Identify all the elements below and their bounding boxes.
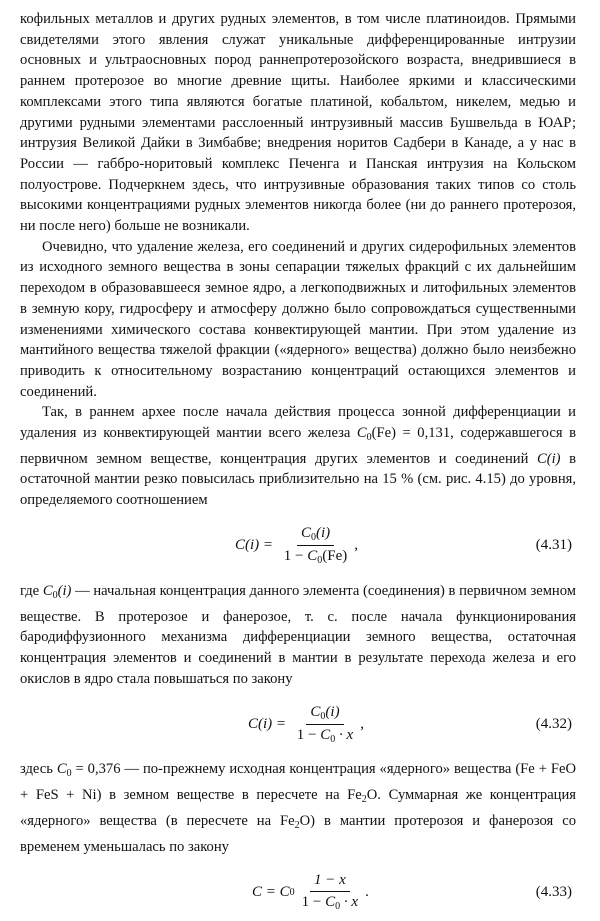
formula-4-32: C(i) = $\frac{C_0(i)}{1 - C_0 \cdot x}$ , (4.32) xyxy=(20,695,576,753)
paragraph-5: здесь $C_0 = 0,376$ — по-прежнему исходная концентрация «ядерного» вещества (Fe + FeO + FeS + Ni) в земном веществе в пересчете на $Fe_2O$. Суммарная же концентрация «ядерного» вещества (в пересчете на $Fe_2O$) в мантии протерозоя и фанерозоя со временем уменьшалась по закону xyxy=(20,761,577,855)
formula-number: (4.33) xyxy=(535,883,572,900)
paragraph-3: Так, в раннем архее после начала действия процесса зонной дифференциации и удаления из конвектирующей мантии всего железа $C_0(Fe) = 0,131$, содержавшегося в первичном земном веществе, концентрация других элементов и соединений C(i) в остаточной мантии резко повысилась приблизительно на 15 % (см. рис. 4.15) до уровня, определяемого соотношением xyxy=(20,404,576,509)
formula-number: (4.31) xyxy=(535,537,572,554)
formula-number: (4.32) xyxy=(535,715,572,732)
formula-4-31: C(i) = $\frac{C_0(i)}{1 - C_0(Fe)}$ , (4.31) xyxy=(20,517,576,575)
paragraph-1: кофильных металлов и других рудных элементов, в том числе платиноидов. Прямыми свидетелями этого явления служат уникальные дифференцированные интрузии основных и ультраосновных пород раннепротерозойского возраста, внедрившиеся в раннем протерозое во многие древние щиты. Наиболее яркими и классическими комплексами этого типа являются богатые платиной, кобальтом, никелем, медью и другими рудными элементами расслоенный интрузивный массив Бушвельда в ЮАР; интрузия Великой Дайки в Зимбабве; внедрения норитов Садбери в Канаде, а у нас в России — габбро-норитовый комплекс Печенга и Панская интрузия на Кольском полуострове. Подчеркнем здесь, что интрузивные образования таких типов со столь высокими концентрациями рудных элементов никогда более (ни до раннего протерозоя, ни после него) больше не возникали. xyxy=(20,11,576,235)
paragraph-4: где $C_0(i)$ — начальная концентрация данного элемента (соединения) в первичном земном веществе. В протерозое и фанерозое, т. с. после начала функционирования бародиффузионного механизма дифференциации земного вещества, остаточная концентрация элементов и соединений в мантии в результате перехода железа и его окислов в ядро стала повышаться по закону xyxy=(20,582,577,687)
formula-4-33: C = C 0 $\frac{1 - x}{1 - C_0 \cdot x}$ . (4.33) xyxy=(20,863,576,921)
paragraph-2: Очевидно, что удаление железа, его соединений и других сидерофильных элементов из исходного земного вещества в зоны сепарации тяжелых фракций с их дальнейшим переходом в образовавшееся земное ядро, а легкоподвижных и литофильных элементов в земную кору, гидросферу и атмосферу должно было сопровождаться существенными изменениями химического состава конвектирующей мантии. При этом удаление из мантийного вещества тяжелой фракции («ядерного» вещества) должно было неизбежно приводить к относительному возрастанию концентраций остающихся элементов и соединений. xyxy=(20,238,576,400)
